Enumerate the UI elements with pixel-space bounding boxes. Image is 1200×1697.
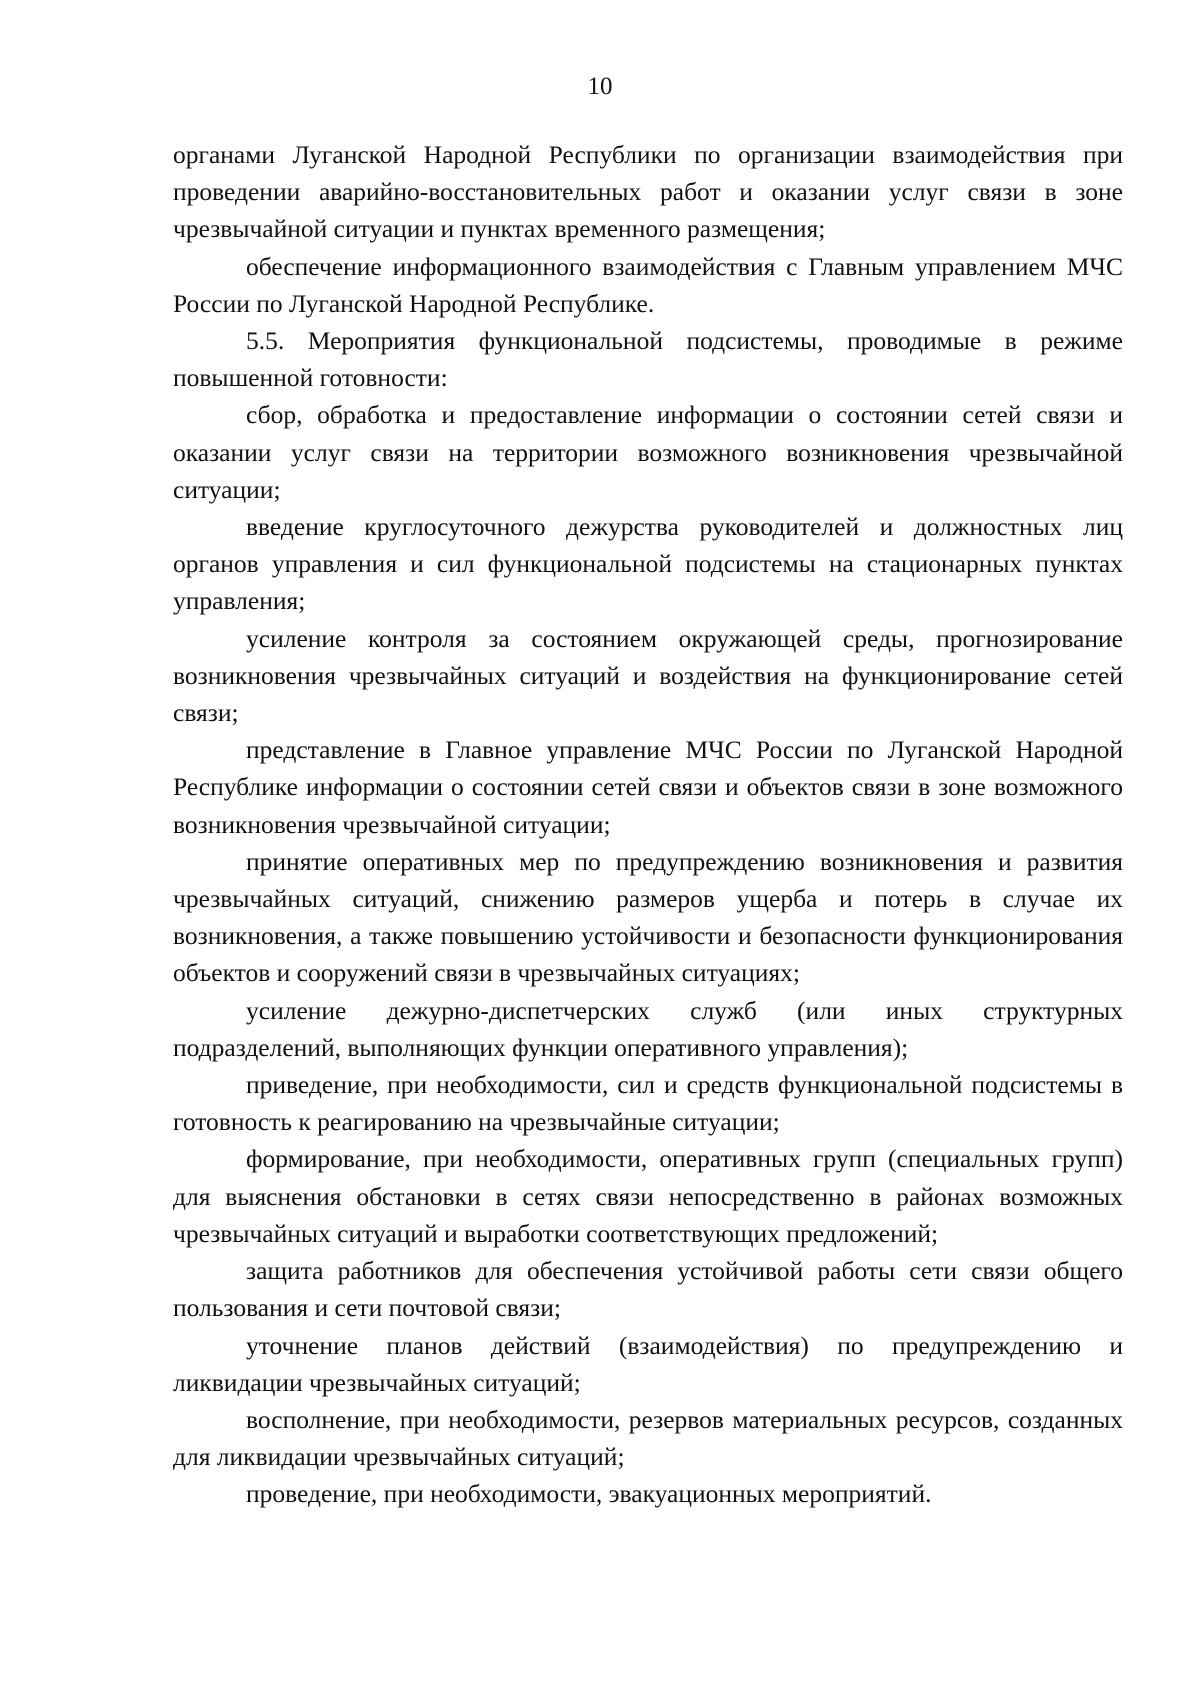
paragraph: обеспечение информационного взаимодействия с Главным управлением МЧС России по Луганской Народной Республике. [173, 251, 1123, 318]
paragraph: приведение, при необходимости, сил и средств функциональной подсистемы в готовность к реагированию на чрезвычайные ситуации; [173, 1070, 1123, 1137]
paragraph: усиление дежурно-диспетчерских служб (или иных структурных подразделений, выполняющих функции оперативного управления); [173, 995, 1123, 1062]
paragraph: представление в Главное управление МЧС России по Луганской Народной Республике информации о состоянии сетей связи и объектов связи в зоне возможного возникновения чрезвычайной ситуации; [173, 735, 1123, 839]
paragraph: защита работников для обеспечения устойчивой работы сети связи общего пользования и сети почтовой связи; [173, 1256, 1123, 1323]
page-number: 10 [587, 73, 613, 100]
paragraph: формирование, при необходимости, оперативных групп (специальных групп) для выяснения обстановки в сетях связи непосредственно в районах возможных чрезвычайных ситуаций и выработки соответствующих предложений; [173, 1144, 1123, 1248]
paragraph: проведение, при необходимости, эвакуационных мероприятий. [246, 1479, 932, 1509]
paragraph: восполнение, при необходимости, резервов материальных ресурсов, созданных для ликвидации чрезвычайных ситуаций; [173, 1404, 1123, 1472]
paragraph: усиление контроля за состоянием окружающей среды, прогнозирование возникновения чрезвычайных ситуаций и воздействия на функционирование сетей связи; [173, 623, 1123, 728]
paragraph: принятие оперативных мер по предупреждению возникновения и развития чрезвычайных ситуаций, снижению размеров ущерба и потерь в случае их возникновения, а также повышению устойчивости и безопасности функционирования объектов и сооружений связи в чрезвычайных ситуациях; [173, 846, 1123, 988]
section-heading-5-5: 5.5. Мероприятия функциональной подсистемы, проводимые в режиме повышенной готовности: [173, 326, 1123, 393]
paragraph: уточнение планов действий (взаимодействия) по предупреждению и ликвидации чрезвычайных ситуаций; [173, 1330, 1123, 1397]
paragraph-continuation: органами Луганской Народной Республики по организации взаимодействия при проведении аварийно-восстановительных работ и оказании услуг связи в зоне чрезвычайной ситуации и пунктах временного размещения; [173, 140, 1123, 244]
paragraph: введение круглосуточного дежурства руководителей и должностных лиц органов управления и сил функциональной подсистемы на стационарных пунктах управления; [173, 512, 1123, 616]
paragraph: сбор, обработка и предоставление информации о состоянии сетей связи и оказании услуг связи на территории возможного возникновения чрезвычайной ситуации; [173, 400, 1123, 504]
document-body [173, 136, 1123, 1513]
